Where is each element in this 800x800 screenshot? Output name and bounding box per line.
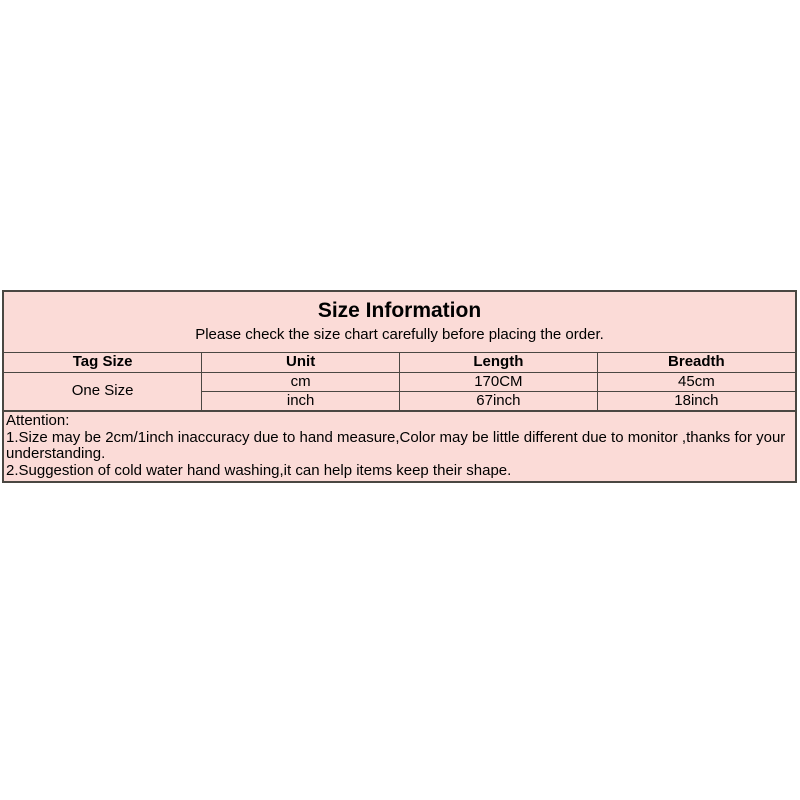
size-info-title: Size Information	[317, 299, 482, 322]
size-table-header-row	[4, 353, 795, 372]
size-row-cm	[4, 372, 795, 391]
attention-heading: Attention:	[6, 412, 70, 429]
size-info-panel	[2, 290, 797, 483]
size-info-subtitle: Please check the size chart carefully before placing the order.	[195, 326, 604, 343]
breadth-inch-cell: 18inch	[597, 391, 795, 410]
size-table	[4, 353, 795, 410]
attention-line-2: understanding.	[6, 445, 106, 462]
tag-size-value-cell: One Size	[4, 372, 202, 410]
attention-line-3: 2.Suggestion of cold water hand washing,it can help items keep their shape.	[6, 461, 512, 479]
header-breadth: Breadth	[597, 353, 795, 372]
unit-inch-cell: inch	[202, 391, 400, 410]
attention-line-1: 1.Size may be 2cm/1inch inaccuracy due to hand measure,Color may be little different due to monitor ,thanks for your	[6, 428, 786, 446]
header-tag-size: Tag Size	[4, 353, 202, 372]
length-inch-cell: 67inch	[400, 391, 598, 410]
header-unit: Unit	[202, 353, 400, 372]
breadth-cm-cell: 45cm	[597, 372, 795, 391]
size-panel-header	[4, 292, 795, 353]
header-length: Length	[400, 353, 598, 372]
length-cm-cell: 170CM	[400, 372, 598, 391]
unit-cm-cell: cm	[202, 372, 400, 391]
attention-note	[4, 410, 795, 481]
